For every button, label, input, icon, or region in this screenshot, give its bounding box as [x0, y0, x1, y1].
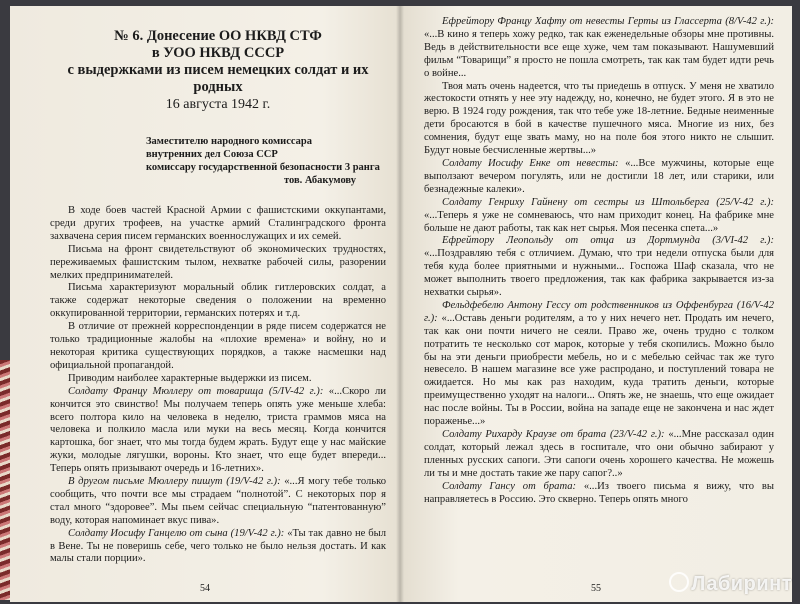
addressee-line: Заместителю народного комиссара: [146, 136, 312, 147]
letter-text: «...Поздравляю тебя с отличием. Думаю, что три недели отпуска были для тебя куда более приятными и нужными... Госпожа Шаф сказала, что не может выполнить твоего предложения, так как фабрика закрывается из-за нехватки сырья».: [424, 248, 774, 299]
letter-text: «...Из твоего письма я вижу, что вы направляетесь в Россию. Это скверно. Теперь опять много: [424, 480, 774, 505]
letter-excerpt: [50, 386, 386, 476]
title-line: № 6. Донесение ОО НКВД СТФ: [114, 28, 322, 44]
letter-excerpt: [424, 300, 774, 429]
letter-heading: Солдату Рихарду Краузе от брата (23/V-42 г.):: [442, 429, 665, 440]
page-number: 55: [591, 583, 601, 594]
letter-heading: Солдату Иосифу Енке от невесты:: [442, 157, 619, 169]
letter-heading: Солдату Францу Мюллеру от товарища (5/IV-42 г.):: [68, 385, 324, 397]
letter-heading: Солдату Генриху Гайнену от сестры из Штольберга (25/V-42 г.):: [442, 196, 774, 208]
letter-excerpt: [424, 481, 774, 507]
letter-heading: Ефрейтору Леопольду от отца из Дортмунда (3/VI-42 г.):: [442, 235, 774, 247]
letter-text: «Ты так давно не был в Вене. Ты не поверишь себе, чего только не было нельзя достать. И как малы стали порции».: [50, 527, 387, 565]
letter-heading: Солдату Иосифу Ганцелю от сына (19/V-42 г.):: [68, 527, 285, 539]
title-line: в УОО НКВД СССР: [151, 45, 285, 61]
body-paragraph: Письма на фронт свидетельствуют об экономических трудностях, переживаемых фашистским тылом, нехватке рабочей силы, разорении мелких предпринимателей.: [50, 243, 386, 281]
letter-text: «...Мне рассказал один солдат, который лежал здесь в госпитале, что они обычно забирают у пленных русских сапоги. Эти сапоги очень хорошего качества. Не можешь ли ты и мне достать такие же пару сапог?..»: [424, 429, 775, 479]
letter-text: Твоя мать очень надеется, что ты приедешь в отпуск. У меня не хватило жестокости отнять у нее эту надежду, но, конечно, не будет этого. Я в это не верю. В 1924 году рождения, так что тебе уже 18-летние. Бедные неименные дети бросаются в бой в качестве пушечного мяса. Многие из них, без сомнения, будут еще звать маму, но на поле боя этого никто не слышит. Будут новые бесчисленные жертвы...»: [424, 80, 774, 157]
body-paragraph: В ходе боев частей Красной Армии с фашистскими оккупантами, среди других трофеев, на участке армий Сталинградского фронта захвачена серия писем германских военнослужащих и их семей.: [50, 205, 386, 242]
document-date: 16 августа 1942 г.: [165, 97, 271, 112]
letter-text: «...Теперь я уже не сомневаюсь, что нам приходит конец. На фабрике мне больше не дают работы, так как нет сырья. Моя песенка спета...»: [424, 209, 774, 234]
right-page: [400, 6, 792, 602]
letter-heading: Ефрейтору Францу Хафту от невесты Герты из Глассерта (8/V-42 г.):: [442, 16, 774, 27]
addressee-line: комиссару государственной безопасности 3 ранга: [146, 162, 380, 173]
letter-text: «...Я могу тебе только сообщить, что почти все мы страдаем “полнотой”. С некоторых пор я стал много “здоровее”. Мы пьем сейчас специальную “патентованную” воду, которая напоминает вкус пива».: [50, 476, 387, 526]
letter-excerpt: [50, 528, 386, 567]
body-paragraph: Приводим наиболее характерные выдержки из писем.: [68, 372, 312, 384]
document-title: [50, 28, 386, 96]
letter-excerpt: [424, 429, 774, 481]
letter-heading: Солдату Гансу от брата:: [442, 480, 577, 492]
book-gutter: [396, 6, 404, 602]
letter-heading: Фельдфебелю Антону Гессу от родственников из Оффенбурга (16/V-42 г.):: [424, 299, 774, 324]
letter-excerpt: [424, 197, 774, 236]
addressee-block: [146, 135, 386, 187]
watermark-text: Лабиринт: [691, 573, 792, 595]
left-page: [10, 6, 400, 602]
body-paragraph: В отличие от прежней корреспонденции в ряде писем содержатся не только традиционные жалобы на «плохие времена» и войну, но и некоторая критика существующих порядков, а также насмешки над официальной пропагандой.: [50, 321, 386, 371]
letter-text: «...Скоро ли кончится это свинство! Мы получаем теперь опять уже меньше хлеба: всего полтора кило на человека в неделю, триста граммов мяса на человека и полкило масла или муки на весь месяц. Когда кончится картошка, бог знает, что мы тогда будем жрать. Будут еще у нас майские жуки, молодые лягушки, вороны. Кто знает, что еще будет впереди... Теперь опять призывают очередь и 16-летних».: [50, 385, 386, 475]
letter-excerpt: [424, 81, 774, 158]
body-paragraph: Письма характеризуют моральный облик гитлеровских солдат, а также содержат некоторые сведения о положении на временно оккупированной территории, германских потерях и т.д.: [50, 282, 386, 320]
addressee-line: тов. Абакумову: [283, 175, 356, 186]
letter-excerpt: [424, 235, 774, 300]
letter-excerpt: [424, 16, 774, 81]
letter-excerpt: [424, 158, 774, 197]
letter-excerpt: [50, 476, 386, 528]
labirint-logo-icon: [669, 572, 689, 592]
letter-text: «...Оставь деньги родителям, а то у них нечего нет. Продать им нечего, так как они почти ничего не сеяли. Право же, очень трудно с толком потратить те несколько сот марок, которые у тебя скопились. Можно было бы на эти деньги приобрести мебель, но и с мебелью сейчас так же туго невесело. В нашем магазине все уже распродано, и поступлений товара не ожидается. Но мы как раз находим, куда тратить деньги, которые преимущественно уходят на налоги... Опять же, не знаешь, что еще ожидает нас после войны. Ты в России, война на западе еще не закончена и нас ждет пораженьe...»: [424, 312, 774, 428]
addressee-line: внутренних дел Союза ССР: [146, 149, 278, 160]
page-number: 54: [200, 583, 210, 594]
letter-heading: В другом письме Мюллеру пишут (19/V-42 г.):: [68, 476, 281, 488]
watermark: [669, 572, 792, 596]
title-line: с выдержками из писем немецких солдат и их родных: [67, 62, 369, 95]
letter-text: «...В кино я теперь хожу редко, так как еженедельные обзоры мне противны. Ведь в действительности все еще хуже, чем там показывают. Нашумевший фильм “Товарищи” я просто не пошла смотреть, так как там будет идти речь о войне...: [424, 28, 774, 79]
letter-text: «...Все мужчины, которые еще выползают вечером погулять, или не достигли 18 лет, или старики, или безнадежные калеки».: [424, 157, 775, 195]
